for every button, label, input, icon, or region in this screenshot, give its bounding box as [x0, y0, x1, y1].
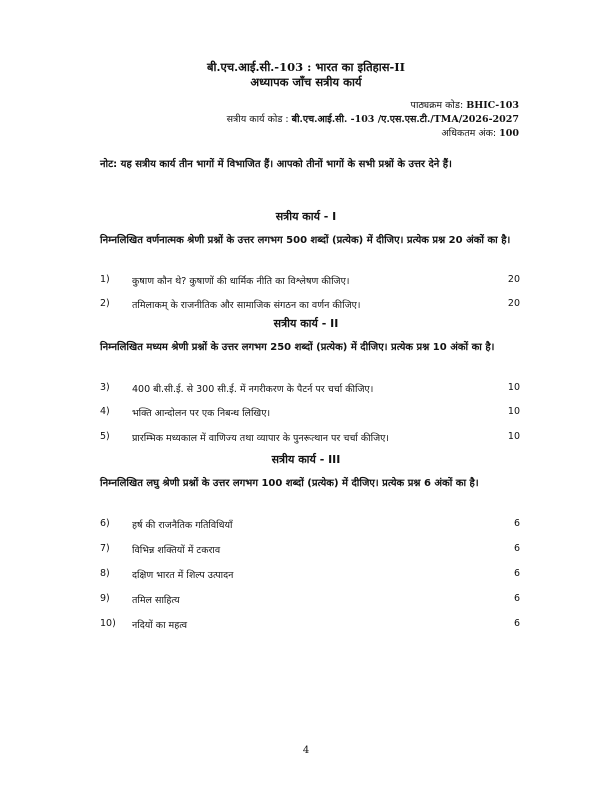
question-marks: 6	[513, 518, 520, 529]
question-marks: 20	[507, 298, 520, 309]
course-code-value: BHIC-103	[466, 100, 519, 111]
section-heading: सत्रीय कार्य - I	[275, 210, 337, 223]
question-text: कुषाण कौन थे? कुषाणों की धार्मिक नीति का विश्लेषण कीजिए।	[132, 276, 350, 287]
question-number: 4)	[100, 406, 110, 417]
section-heading: सत्रीय कार्य - II	[273, 317, 339, 330]
max-marks-label: अधिकतम अंक:	[441, 128, 497, 139]
question-text: तमिलाकम् के राजनीतिक और सामाजिक संगठन का वर्णन कीजिए।	[132, 300, 361, 311]
assignment-code-label: सत्रीय कार्य कोड :	[226, 114, 289, 125]
section-instruction: निम्नलिखित मध्यम श्रेणी प्रश्नों के उत्तर लगभग 250 शब्दों (प्रत्येक) में दीजिए। प्रत्येक प्रश्न 10 अंकों का है।	[100, 342, 495, 353]
section-instruction: निम्नलिखित वर्णनात्मक श्रेणी प्रश्नों के उत्तर लगभग 500 शब्दों (प्रत्येक) में दीजिए। प्रत्येक प्रश्न 20 अंकों का है।	[100, 235, 511, 246]
document-subtitle: अध्यापक जाँच सत्रीय कार्य	[250, 75, 362, 89]
question-number: 3)	[100, 382, 110, 393]
question-number: 5)	[100, 431, 110, 442]
question-text: भक्ति आन्दोलन पर एक निबन्ध लिखिए।	[132, 408, 271, 419]
question-marks: 10	[507, 406, 520, 417]
course-code-line	[411, 98, 519, 111]
question-number: 9)	[100, 593, 110, 604]
course-code-label: पाठ्यक्रम कोड:	[410, 100, 464, 111]
question-marks: 10	[507, 431, 520, 442]
question-number: 7)	[100, 543, 110, 554]
question-number: 6)	[100, 518, 110, 529]
question-text: विभिन्न शक्तियों में टकराव	[132, 545, 221, 556]
question-marks: 6	[513, 593, 520, 604]
question-marks: 6	[513, 618, 520, 629]
question-text: प्रारम्भिक मध्यकाल में वाणिज्य तथा व्यापार के पुनरूत्थान पर चर्चा कीजिए।	[132, 433, 390, 444]
question-marks: 10	[507, 382, 520, 393]
question-marks: 20	[507, 274, 520, 285]
section-heading: सत्रीय कार्य - III	[271, 453, 341, 466]
document-title: बी.एच.आई.सी.-103 : भारत का इतिहास-II	[206, 60, 406, 74]
section-instruction: निम्नलिखित लघु श्रेणी प्रश्नों के उत्तर लगभग 100 शब्दों (प्रत्येक) में दीजिए। प्रत्येक प्रश्न 6 अंकों का है।	[100, 478, 479, 489]
question-text: 400 बी.सी.ई. से 300 सी.ई. में नगरीकरण के पैटर्न पर चर्चा कीजिए।	[132, 384, 374, 395]
question-number: 1)	[100, 274, 110, 285]
instruction-note: नोट: यह सत्रीय कार्य तीन भागों में विभाजित हैं। आपको तीनों भागों के सभी प्रश्नों के उत्तर देने हैं।	[100, 159, 452, 170]
question-text: दक्षिण भारत में शिल्प उत्पादन	[132, 570, 234, 581]
question-text: नदियों का महत्व	[132, 620, 188, 631]
question-marks: 6	[513, 568, 520, 579]
question-number: 2)	[100, 298, 110, 309]
question-number: 8)	[100, 568, 110, 579]
question-marks: 6	[513, 543, 520, 554]
question-text: तमिल साहित्य	[132, 595, 180, 606]
assignment-code-line	[227, 112, 519, 125]
max-marks-line	[441, 126, 519, 139]
page-number: 4	[302, 745, 310, 756]
question-text: हर्ष की राजनैतिक गतिविधियाँ	[132, 520, 233, 531]
max-marks-value: 100	[499, 128, 519, 139]
assignment-code-value: बी.एच.आई.सी. -103 /ए.एस.एस.टी./TMA/2026-2027	[291, 114, 519, 125]
question-number: 10)	[100, 618, 116, 629]
